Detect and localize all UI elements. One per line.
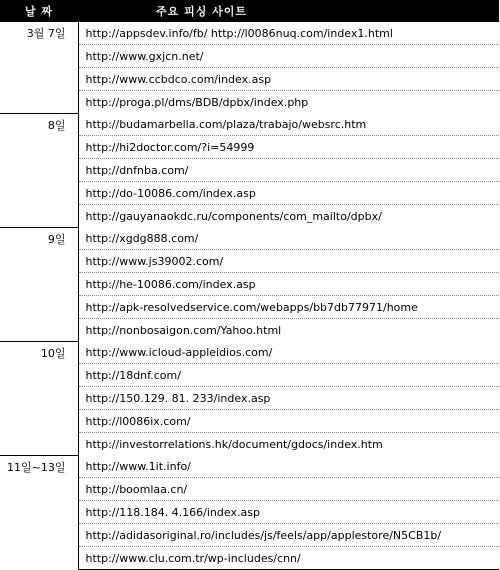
url-cell: http://gauyanaokdc.ru/components/com_mailto/dpbx/ bbox=[78, 205, 499, 228]
url-cell: http://www.icloud-appleidios.com/ bbox=[85, 345, 273, 359]
url-cell: http://www.1it.info/ bbox=[85, 459, 191, 473]
url-cell: http://www.js39002.com/ bbox=[78, 250, 499, 273]
url-cell: http://he-10086.com/index.asp bbox=[78, 273, 499, 296]
url-cell: http://boomlaa.cn/ bbox=[78, 478, 499, 501]
date-cell: 10일 bbox=[0, 341, 78, 455]
date-column-header: 날 짜 bbox=[0, 0, 78, 22]
table-row bbox=[0, 341, 499, 364]
url-cell: http://150.129. 81. 233/index.asp bbox=[78, 387, 499, 410]
url-cell: http://www.clu.com.tr/wp-includes/cnn/ bbox=[78, 547, 499, 570]
url-cell: http://apk-resolvedservice.com/webapps/bb7db77971/home bbox=[78, 296, 499, 319]
url-cell: http://xgdg888.com/ bbox=[85, 231, 199, 245]
url-cell: http://www.gxjcn.net/ bbox=[78, 45, 499, 68]
table-row bbox=[0, 227, 499, 250]
url-cell: http://l0086ix.com/ bbox=[78, 410, 499, 433]
table-row bbox=[0, 22, 499, 45]
url-cell: http://118.184. 4.166/index.asp bbox=[78, 501, 499, 524]
date-cell: 8일 bbox=[0, 113, 78, 227]
date-cell: 3월 7일 bbox=[0, 22, 78, 113]
url-cell: http://investorrelations.hk/document/gdocs/index.htm bbox=[78, 433, 499, 456]
url-cell: http://hi2doctor.com/?i=54999 bbox=[78, 136, 499, 159]
url-cell: http://18dnf.com/ bbox=[78, 364, 499, 387]
url-cell: http://dnfnba.com/ bbox=[78, 159, 499, 182]
url-cell: http://adidasoriginal.ro/includes/js/feels/app/applestore/N5CB1b/ bbox=[78, 524, 499, 547]
url-cell: http://www.ccbdco.com/index.asp bbox=[78, 68, 499, 91]
table-body bbox=[0, 22, 499, 570]
sites-column-header: 주요 피싱 사이트 bbox=[78, 0, 499, 22]
date-cell: 11일~13일 bbox=[0, 455, 78, 570]
date-cell: 9일 bbox=[0, 227, 78, 341]
url-cell: http://proga.pl/dms/BDB/dpbx/index.php bbox=[78, 91, 499, 114]
url-cell: http://nonbosaigon.com/Yahoo.html bbox=[78, 319, 499, 342]
table-row bbox=[0, 455, 499, 478]
table-row bbox=[0, 113, 499, 136]
header-row bbox=[0, 0, 499, 22]
url-cell: http://do-10086.com/index.asp bbox=[78, 182, 499, 205]
url-cell: http://appsdev.info/fb/ http://l0086nuq.com/index1.html bbox=[85, 26, 393, 40]
url-cell: http://budamarbella.com/plaza/trabajo/websrc.htm bbox=[85, 117, 367, 131]
